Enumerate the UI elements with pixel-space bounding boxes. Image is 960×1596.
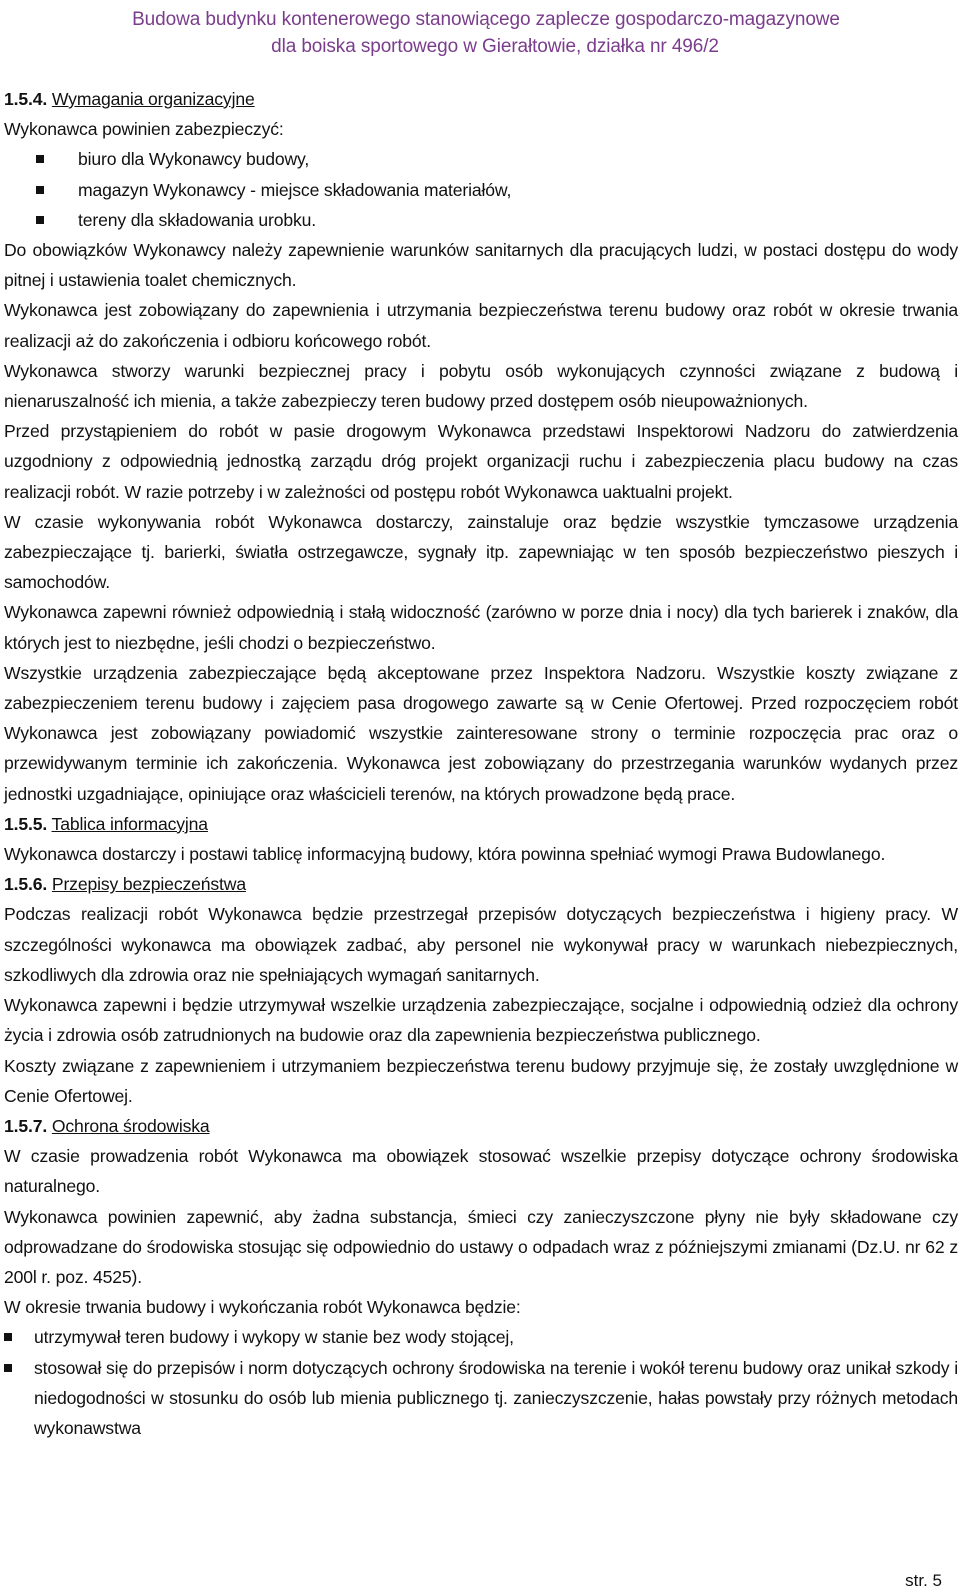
list-item-text: biuro dla Wykonawcy budowy,: [78, 149, 310, 170]
section-heading-1-5-7: [4, 1111, 958, 1141]
section-title: Wymagania organizacyjne: [51, 89, 255, 109]
section-number: 1.5.7.: [4, 1115, 48, 1136]
section-title: Przepisy bezpieczeństwa: [51, 874, 246, 895]
paragraph: Podczas realizacji robót Wykonawca będzie przestrzegał przepisów dotyczących bezpieczeństwa i higieny pracy. W szczególności wykonawca ma obowiązek zadbać, aby personel nie wykonywał pracy w warunkach niebezpiecznych, szkodliwych dla zdrowia oraz nie spełniających wymagań sanitarnych.: [4, 904, 958, 985]
paragraph: Wykonawca zapewni również odpowiednią i stałą widoczność (zarówno w porze dnia i nocy) dla tych barierek i znaków, dla których jest to niezbędne, jeśli chodzi o bezpieczeństwo.: [4, 602, 958, 653]
paragraph: Wykonawca powinien zabezpieczyć:: [4, 119, 284, 140]
paragraph: Wszystkie urządzenia zabezpieczające będą akceptowane przez Inspektora Nadzoru. Wszystkie koszty związane z zabezpieczeniem terenu budowy i zajęciem pasa drogowego zawarte są w Cenie Ofertowej. Przed rozpoczęciem robót Wykonawca jest zobowiązany powiadomić wszystkie zainteresowane strony o terminie rozpoczęcia prac oraz o przewidywanym terminie ich zakończenia. Wykonawca jest zobowiązany do przestrzegania warunków wydanych przez jednostki uzgadniające, opiniujące oraz właścicieli terenów, na których prowadzone będą prace.: [4, 662, 958, 804]
square-bullet-icon: [4, 1333, 12, 1341]
bullet-list: [4, 1322, 958, 1443]
section-number: 1.5.5.: [4, 813, 48, 834]
list-item: [4, 144, 958, 174]
list-item: [4, 175, 958, 205]
section-title: Tablica informacyjna: [51, 813, 208, 834]
paragraph: Wykonawca dostarczy i postawi tablicę informacyjną budowy, która powinna spełniać wymogi Prawa Budowlanego.: [4, 844, 886, 865]
list-item-text: stosował się do przepisów i norm dotyczących ochrony środowiska na terenie i wokół terenu budowy oraz unikał szkody i niedogodności w stosunku do osób lub mienia publicznego tj. zanieczyszczenie, hałas powstały przy różnych metodach wykonawstwa: [34, 1357, 958, 1438]
page-header: [0, 6, 960, 60]
section-title: Ochrona środowiska: [51, 1115, 210, 1136]
paragraph: W czasie wykonywania robót Wykonawca dostarczy, zainstaluje oraz będzie wszystkie tymczasowe urządzenia zabezpieczające tj. barierki, światła ostrzegawcze, sygnały itp. zapewniając w ten sposób bezpieczeństwo pieszych i samochodów.: [4, 511, 958, 593]
bullet-list: [4, 144, 958, 235]
section-heading-1-5-4: [4, 84, 958, 114]
paragraph: W okresie trwania budowy i wykończania robót Wykonawca będzie:: [4, 1297, 521, 1318]
paragraph: W czasie prowadzenia robót Wykonawca ma obowiązek stosować wszelkie przepisy dotyczące ochrony środowiska naturalnego.: [4, 1146, 958, 1197]
square-bullet-icon: [36, 216, 44, 224]
paragraph: Wykonawca powinien zapewnić, aby żadna substancja, śmieci czy zanieczyszczone płyny nie były składowane czy odprowadzane do środowiska stosując się odpowiednio do ustawy o odpadach wraz z późniejszymi zmianami (Dz.U. nr 62 z 200l r. poz. 4525).: [4, 1206, 958, 1287]
list-item-text: magazyn Wykonawcy - miejsce składowania materiałów,: [78, 179, 512, 200]
list-item-text: tereny dla składowania urobku.: [78, 209, 317, 230]
paragraph: Wykonawca stworzy warunki bezpiecznej pracy i pobytu osób wykonujących czynności związane z budową i nienaruszalność ich mienia, a także zabezpieczy teren budowy przed dostępem osób nieupoważnionych.: [4, 360, 958, 412]
square-bullet-icon: [36, 155, 44, 163]
section-heading-1-5-6: [4, 869, 958, 899]
section-heading-1-5-5: [4, 809, 958, 839]
header-title-line1: Budowa budynku kontenerowego stanowiącego zaplecze gospodarczo-magazynowe: [132, 9, 840, 30]
list-item: [4, 1322, 958, 1352]
paragraph: Wykonawca zapewni i będzie utrzymywał wszelkie urządzenia zabezpieczające, socjalne i odpowiednią odzież dla ochrony życia i zdrowia osób zatrudnionych na budowie oraz dla zapewnienia bezpieczeństwa publicznego.: [4, 995, 958, 1046]
list-item: [4, 1353, 958, 1444]
paragraph: Przed przystąpieniem do robót w pasie drogowym Wykonawca przedstawi Inspektorowi Nadzoru do zatwierdzenia uzgodniony z odpowiednią jednostką zarządu dróg projekt organizacji ruchu i zabezpieczenia placu budowy na czas realizacji robót. W razie potrzeby i w zależności od postępu robót Wykonawca uaktualni projekt.: [4, 421, 958, 502]
section-number: 1.5.6.: [4, 874, 48, 895]
paragraph: Do obowiązków Wykonawcy należy zapewnienie warunków sanitarnych dla pracujących ludzi, w postaci dostępu do wody pitnej i ustawienia toalet chemicznych.: [4, 240, 958, 291]
list-item-text: utrzymywał teren budowy i wykopy w stanie bez wody stojącej,: [34, 1327, 514, 1348]
square-bullet-icon: [36, 186, 44, 194]
square-bullet-icon: [4, 1364, 12, 1372]
paragraph: Wykonawca jest zobowiązany do zapewnienia i utrzymania bezpieczeństwa terenu budowy oraz robót w okresie trwania realizacji aż do zakończenia i odbioru końcowego robót.: [4, 300, 958, 351]
document-body: [4, 84, 958, 1443]
page-number: str. 5: [905, 1571, 942, 1590]
list-item: [4, 205, 958, 235]
section-number: 1.5.4.: [4, 89, 48, 109]
paragraph: Koszty związane z zapewnieniem i utrzymaniem bezpieczeństwa terenu budowy przyjmuje się, że zostały uwzględnione w Cenie Ofertowej.: [4, 1055, 958, 1106]
header-title-line2: dla boiska sportowego w Gierałtowie, działka nr 496/2: [271, 36, 719, 57]
